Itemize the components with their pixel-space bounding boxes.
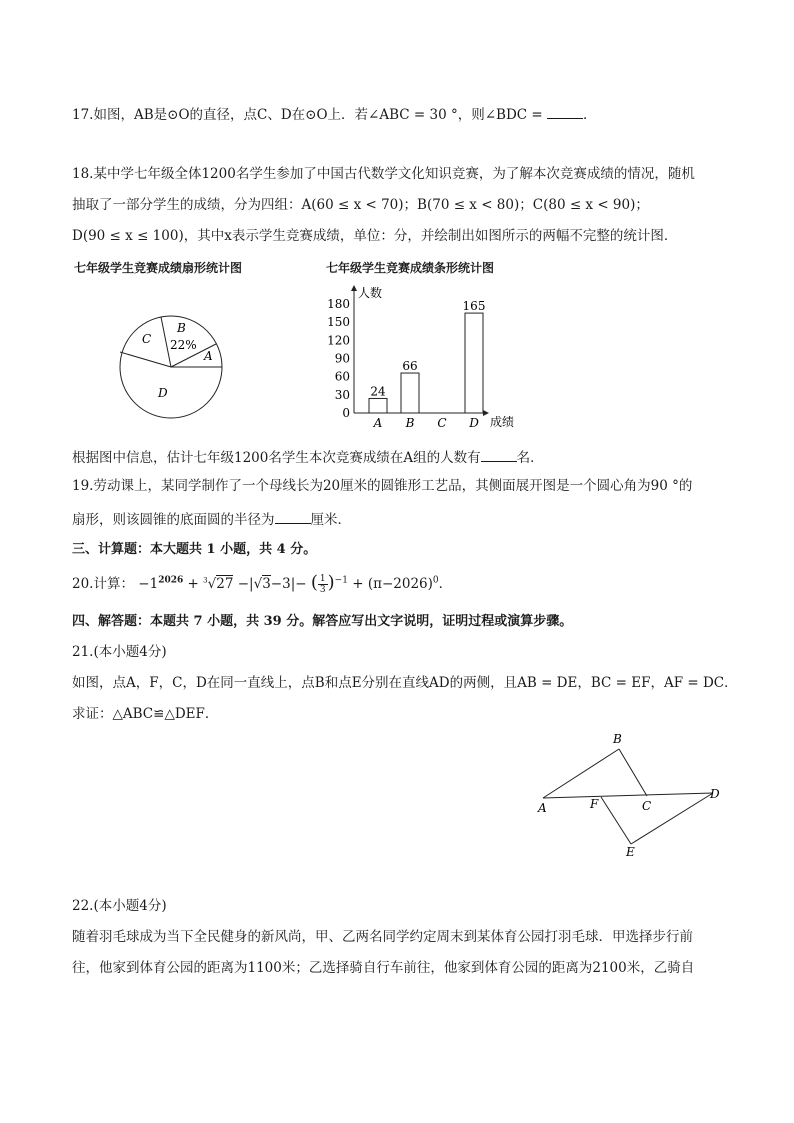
- bar-chart: [318, 280, 538, 440]
- q20-paren-fraction-close: ): [327, 572, 335, 593]
- section-3-heading: 三、计算题：本大题共 1 小题，共 4 分。: [72, 542, 317, 557]
- pie-slice-label-d: D: [158, 386, 168, 400]
- bar-data-label: 24: [370, 384, 386, 399]
- point-label-f: F: [590, 797, 599, 811]
- q20-radicand-b: 3: [262, 576, 271, 592]
- q22-line-1: 随着羽毛球成为当下全民健身的新风尚，甲、乙两名同学约定周末到某体育公园打羽毛球．甲选择步行前: [72, 929, 693, 945]
- segment-fe: [601, 797, 631, 844]
- q18-line-2: 抽取了一部分学生的成绩，分为四组：A(60 ≤ x < 70)；B(70 ≤ x < 80)；C(80 ≤ x < 90)；: [72, 197, 649, 213]
- q20-root-index: 3: [203, 576, 208, 585]
- section-4-heading: 四、解答题：本题共 7 小题，共 39 分。解答应写出文字说明，证明过程或演算步骤。: [72, 614, 573, 629]
- q20-fraction: [318, 574, 328, 595]
- segment-ad: [543, 793, 713, 798]
- y-axis-label: 人数: [358, 286, 383, 300]
- q18-question-text: 根据图中信息，估计七年级1200名学生本次竞赛成绩在A组的人数有: [72, 450, 481, 466]
- q20-plus: +: [187, 576, 199, 592]
- pie-chart: [100, 300, 280, 450]
- q22-line-2: 往，他家到体育公园的距离为1100米；乙选择骑自行车前往，他家到体育公园的距离为2100米，乙骑自: [72, 960, 695, 976]
- triangle-figure: [530, 730, 750, 860]
- pie-slice-label-b: B: [177, 321, 186, 335]
- y-tick-label: 150: [327, 315, 350, 330]
- pie-slice-label-c: C: [142, 332, 152, 346]
- q18-line-1: 18.某中学七年级全体1200名学生参加了中国古代数学文化知识竞赛，为了解本次竞赛成绩的情况，随机: [72, 166, 695, 182]
- point-label-c: C: [642, 799, 652, 813]
- point-label-d: D: [710, 787, 720, 801]
- y-tick-label: 60: [334, 369, 350, 384]
- radical-sign: √: [253, 576, 263, 592]
- pie-chart-title: 七年级学生竞赛成绩扇形统计图: [74, 261, 243, 275]
- segment-ab: [543, 749, 619, 798]
- pie-divider-1: [120, 352, 171, 367]
- q17-text: 17.如图，AB是⊙O的直径，点C、D在⊙O上．若∠ABC = 30 °，则∠BDC =: [72, 107, 543, 123]
- q20-term-a: −1: [138, 576, 159, 592]
- q20-abs-close: −3|−: [270, 576, 307, 592]
- x-tick-label: A: [373, 416, 383, 430]
- q20-abs-open: −|: [237, 576, 254, 592]
- bar-chart-title: 七年级学生竞赛成绩条形统计图: [326, 261, 495, 275]
- pie-slice-value-b: 22%: [170, 338, 197, 352]
- question-20: [72, 574, 452, 595]
- y-tick-label: 90: [334, 351, 350, 366]
- q20-end: ．: [438, 576, 453, 592]
- bar-data-label: 165: [462, 299, 486, 314]
- q19-line-2-end: 厘米．: [310, 512, 351, 528]
- q20-fraction-numerator: 1: [319, 574, 326, 584]
- q17-end: ．: [583, 107, 597, 123]
- answer-blank-18[interactable]: [481, 449, 517, 462]
- bar-d: [465, 313, 483, 413]
- q18-line-3: D(90 ≤ x ≤ 100)，其中x表示学生竞赛成绩，单位：分，并绘制出如图所示的两幅不完整的统计图．: [72, 228, 678, 244]
- bar-data-label: 66: [402, 359, 418, 374]
- bar-b: [401, 373, 419, 413]
- q20-exp-c: 0: [432, 575, 439, 586]
- point-label-a: A: [538, 801, 547, 815]
- q21-line-2: 求证：△ABC≌△DEF．: [72, 706, 219, 722]
- y-tick-label: 30: [334, 387, 350, 402]
- y-tick-label: 180: [327, 297, 350, 311]
- question-17: [72, 106, 597, 123]
- pie-slice-label-a: A: [204, 349, 213, 363]
- q18-question: [72, 449, 544, 466]
- q21-line-1: 如图，点A，F，C，D在同一直线上，点B和点E分别在直线AD的两侧，且AB = DE，BC = EF，AF = DC．: [72, 675, 738, 691]
- q19-line-2: [72, 511, 351, 528]
- q20-paren-fraction: (: [310, 572, 318, 593]
- radical-sign: √: [207, 576, 217, 592]
- answer-blank-17[interactable]: [547, 106, 583, 119]
- point-label-e: E: [626, 845, 635, 859]
- q20-term-e: + (π−2026): [352, 576, 433, 592]
- x-tick-label: C: [437, 416, 447, 430]
- answer-blank-19[interactable]: [275, 511, 311, 524]
- x-axis-label: 成绩: [490, 415, 515, 429]
- q19-line-1: 19.劳动课上，某同学制作了一个母线长为20厘米的圆锥形工艺品，其侧面展开图是一个圆心角为90 °的: [72, 478, 693, 494]
- bar-layer: [327, 297, 485, 430]
- q22-header: 22.(本小题4分): [72, 898, 167, 914]
- q20-radicand-a: 27: [216, 576, 234, 592]
- y-tick-label: 0: [342, 406, 350, 420]
- x-tick-label: D: [469, 416, 479, 430]
- q20-exp-b: −1: [334, 575, 348, 586]
- point-label-b: B: [613, 732, 622, 746]
- q20-label: 20.计算：: [72, 576, 134, 592]
- x-tick-label: B: [405, 416, 415, 430]
- q20-exp-a: 2026: [158, 575, 184, 586]
- q20-fraction-denominator: 3: [319, 585, 326, 595]
- q18-question-end: 名．: [516, 450, 544, 466]
- segment-bc: [619, 749, 647, 796]
- q21-header: 21.(本小题4分): [72, 644, 167, 660]
- bar-a: [369, 398, 387, 413]
- y-tick-label: 120: [327, 333, 350, 348]
- q19-line-2-text: 扇形，则该圆锥的底面圆的半径为: [72, 512, 275, 528]
